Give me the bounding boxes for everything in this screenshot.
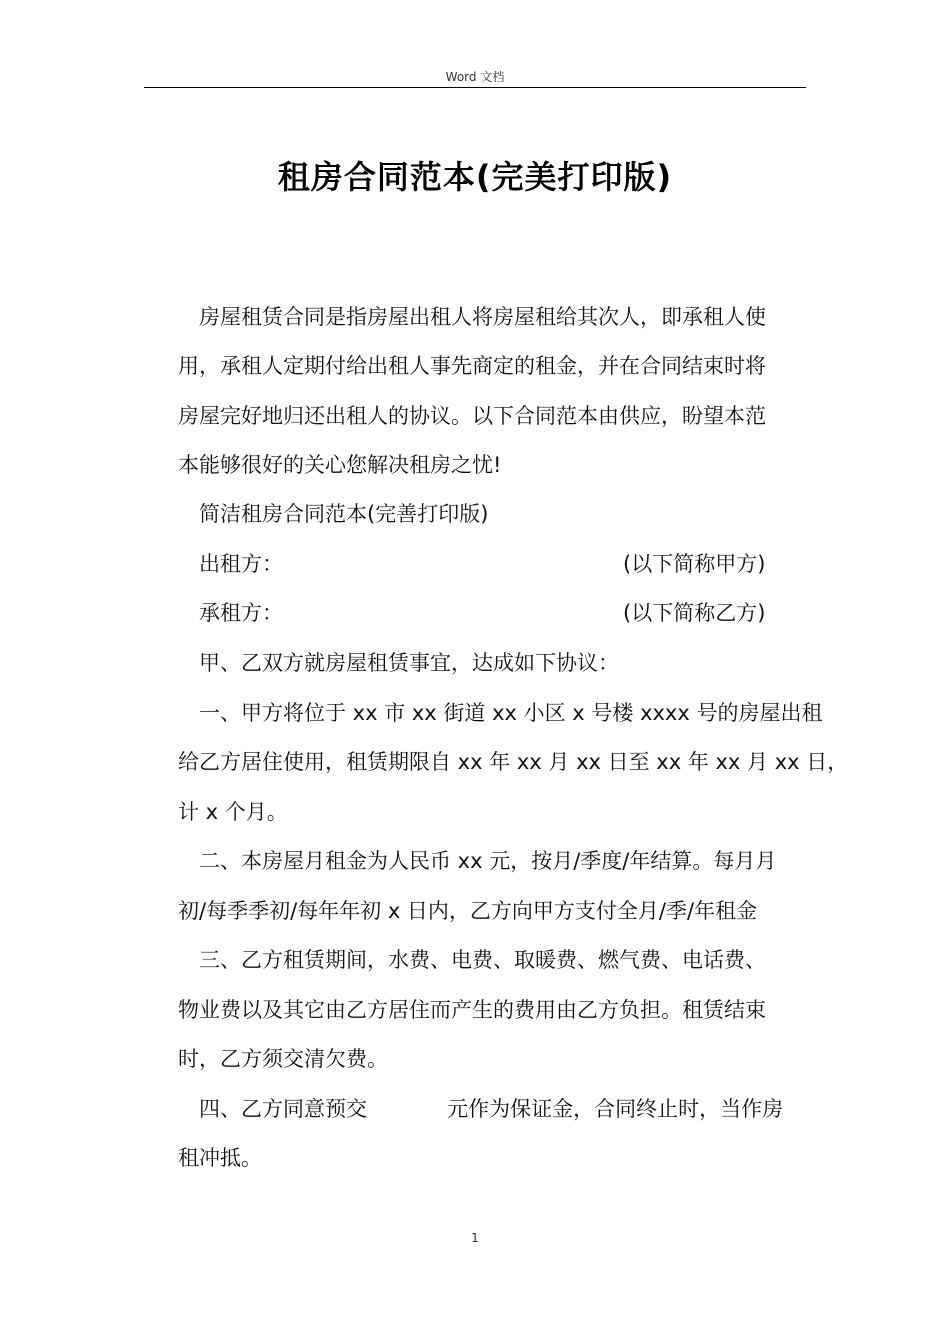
agreement-intro: 甲、乙双方就房屋租赁事宜，达成如下协议： (199, 651, 619, 675)
lessee-label: 承租方： (199, 601, 283, 625)
lessor-alias: (以下简称甲方) (623, 552, 766, 576)
intro-line: 用，承租人定期付给出租人事先商定的租金，并在合同结束时将 (178, 354, 766, 378)
clause-3-line: 时，乙方须交清欠费。 (178, 1047, 388, 1071)
clause-3-line: 物业费以及其它由乙方居住而产生的费用由乙方负担。租赁结束 (178, 998, 766, 1022)
clause-2-line: 二、本房屋月租金为人民币 xx 元，按月/季度/年结算。每月月 (199, 849, 777, 873)
header-divider (144, 87, 806, 88)
clause-4-line: 四、乙方同意预交 元作为保证金，合同终止时，当作房 (199, 1097, 784, 1121)
document-title: 租房合同范本(完美打印版) (277, 158, 673, 196)
clause-1-line: 给乙方居住使用，租赁期限自 xx 年 xx 月 xx 日至 xx 年 xx 月 xx 日， (178, 750, 849, 774)
clause-2-line: 初/每季季初/每年年初 x 日内，乙方向甲方支付全月/季/年租金 (178, 899, 758, 923)
clause-4-line: 租冲抵。 (178, 1146, 262, 1170)
clause-3-line: 三、乙方租赁期间，水费、电费、取暖费、燃气费、电话费、 (199, 948, 766, 972)
intro-line: 房屋完好地归还出租人的协议。以下合同范本由供应，盼望本范 (178, 404, 766, 428)
intro-line: 本能够很好的关心您解决租房之忧! (178, 453, 502, 477)
intro-line: 房屋租赁合同是指房屋出租人将房屋租给其次人，即承租人使 (199, 305, 766, 329)
lessor-label: 出租方： (199, 552, 283, 576)
page-number: 1 (471, 1231, 479, 1245)
clause-1-line: 计 x 个月。 (178, 800, 288, 824)
lessee-alias: (以下简称乙方) (623, 601, 766, 625)
clause-1-line: 一、甲方将位于 xx 市 xx 街道 xx 小区 x 号楼 xxxx 号的房屋出租 (199, 701, 823, 725)
page-header-label: Word 文档 (445, 70, 505, 84)
contract-subtitle: 简洁租房合同范本(完善打印版) (199, 502, 489, 526)
